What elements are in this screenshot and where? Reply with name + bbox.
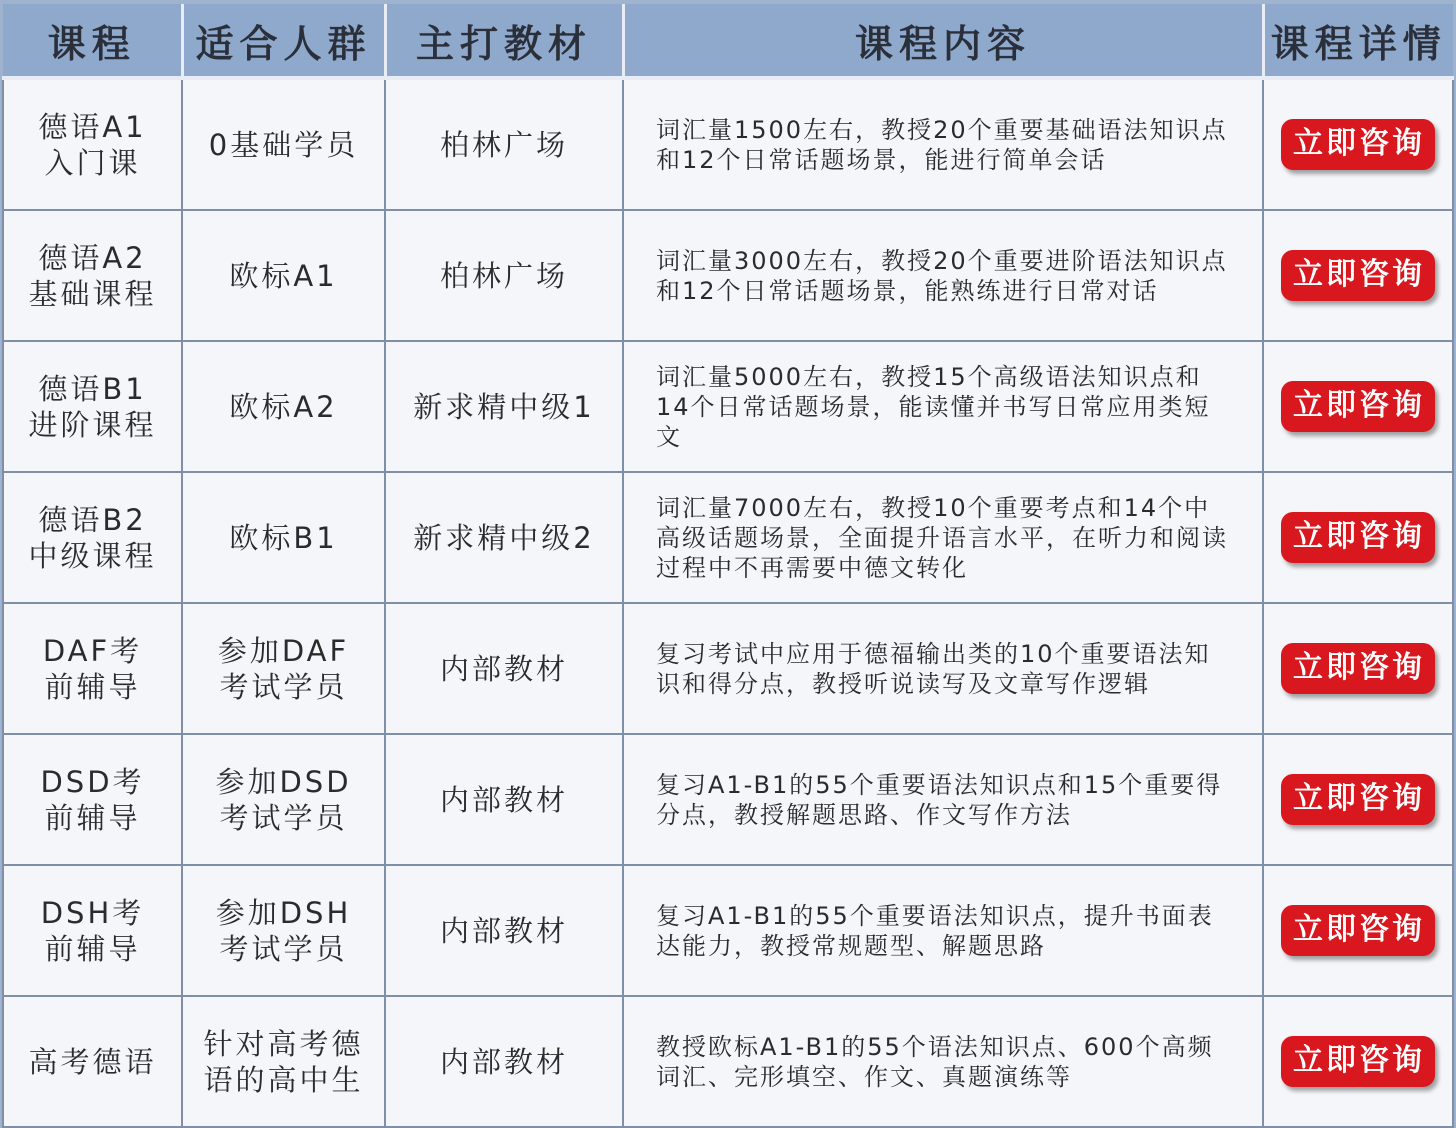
course-audience: 针对高考德 语的高中生 — [182, 996, 385, 1127]
course-textbook: 柏林广场 — [385, 210, 623, 341]
consult-button[interactable]: 立即咨询 — [1281, 119, 1435, 170]
consult-button[interactable]: 立即咨询 — [1281, 1036, 1435, 1087]
table-header-row — [3, 4, 1453, 78]
course-content: 教授欧标A1-B1的55个语法知识点、600个高频词汇、完形填空、作文、真题演练等 — [623, 996, 1263, 1127]
course-table — [2, 4, 1454, 1128]
table-row — [3, 341, 1453, 472]
course-name: DSD考 前辅导 — [3, 734, 182, 865]
course-content: 词汇量3000左右，教授20个重要进阶语法知识点和12个日常话题场景，能熟练进行日常对话 — [623, 210, 1263, 341]
details-cell — [1263, 734, 1453, 865]
course-name: 德语B1 进阶课程 — [3, 341, 182, 472]
course-textbook: 新求精中级1 — [385, 341, 623, 472]
course-textbook: 新求精中级2 — [385, 472, 623, 603]
course-textbook: 内部教材 — [385, 734, 623, 865]
course-content: 复习考试中应用于德福输出类的10个重要语法知识和得分点，教授听说读写及文章写作逻辑 — [623, 603, 1263, 734]
course-textbook: 内部教材 — [385, 996, 623, 1127]
course-content: 词汇量7000左右，教授10个重要考点和14个中高级话题场景，全面提升语言水平，在听力和阅读过程中不再需要中德文转化 — [623, 472, 1263, 603]
course-content: 复习A1-B1的55个重要语法知识点和15个重要得分点，教授解题思路、作文写作方法 — [623, 734, 1263, 865]
header-details: 课程详情 — [1263, 4, 1453, 78]
table-row — [3, 996, 1453, 1127]
header-textbook: 主打教材 — [385, 4, 623, 78]
header-course: 课程 — [3, 4, 182, 78]
course-audience: 欧标A2 — [182, 341, 385, 472]
course-name: 高考德语 — [3, 996, 182, 1127]
table-row — [3, 472, 1453, 603]
consult-button[interactable]: 立即咨询 — [1281, 250, 1435, 301]
header-content: 课程内容 — [623, 4, 1263, 78]
course-audience: 0基础学员 — [182, 78, 385, 210]
consult-button[interactable]: 立即咨询 — [1281, 643, 1435, 694]
course-textbook: 柏林广场 — [385, 78, 623, 210]
course-name: DAF考 前辅导 — [3, 603, 182, 734]
details-cell — [1263, 865, 1453, 996]
course-audience: 欧标B1 — [182, 472, 385, 603]
table-row — [3, 734, 1453, 865]
course-content: 复习A1-B1的55个重要语法知识点，提升书面表达能力，教授常规题型、解题思路 — [623, 865, 1263, 996]
course-content: 词汇量1500左右，教授20个重要基础语法知识点和12个日常话题场景，能进行简单会话 — [623, 78, 1263, 210]
course-textbook: 内部教材 — [385, 603, 623, 734]
course-textbook: 内部教材 — [385, 865, 623, 996]
course-name: 德语A1 入门课 — [3, 78, 182, 210]
table-row — [3, 865, 1453, 996]
header-audience: 适合人群 — [182, 4, 385, 78]
details-cell — [1263, 472, 1453, 603]
consult-button[interactable]: 立即咨询 — [1281, 774, 1435, 825]
course-content: 词汇量5000左右，教授15个高级语法知识点和14个日常话题场景，能读懂并书写日常应用类短文 — [623, 341, 1263, 472]
details-cell — [1263, 996, 1453, 1127]
table-row — [3, 210, 1453, 341]
course-name: 德语B2 中级课程 — [3, 472, 182, 603]
details-cell — [1263, 603, 1453, 734]
details-cell — [1263, 341, 1453, 472]
course-audience: 参加DAF 考试学员 — [182, 603, 385, 734]
course-name: DSH考 前辅导 — [3, 865, 182, 996]
details-cell — [1263, 78, 1453, 210]
course-audience: 参加DSH 考试学员 — [182, 865, 385, 996]
course-audience: 欧标A1 — [182, 210, 385, 341]
consult-button[interactable]: 立即咨询 — [1281, 512, 1435, 563]
table-row — [3, 603, 1453, 734]
consult-button[interactable]: 立即咨询 — [1281, 905, 1435, 956]
table-row — [3, 78, 1453, 210]
details-cell — [1263, 210, 1453, 341]
course-name: 德语A2 基础课程 — [3, 210, 182, 341]
course-audience: 参加DSD 考试学员 — [182, 734, 385, 865]
consult-button[interactable]: 立即咨询 — [1281, 381, 1435, 432]
